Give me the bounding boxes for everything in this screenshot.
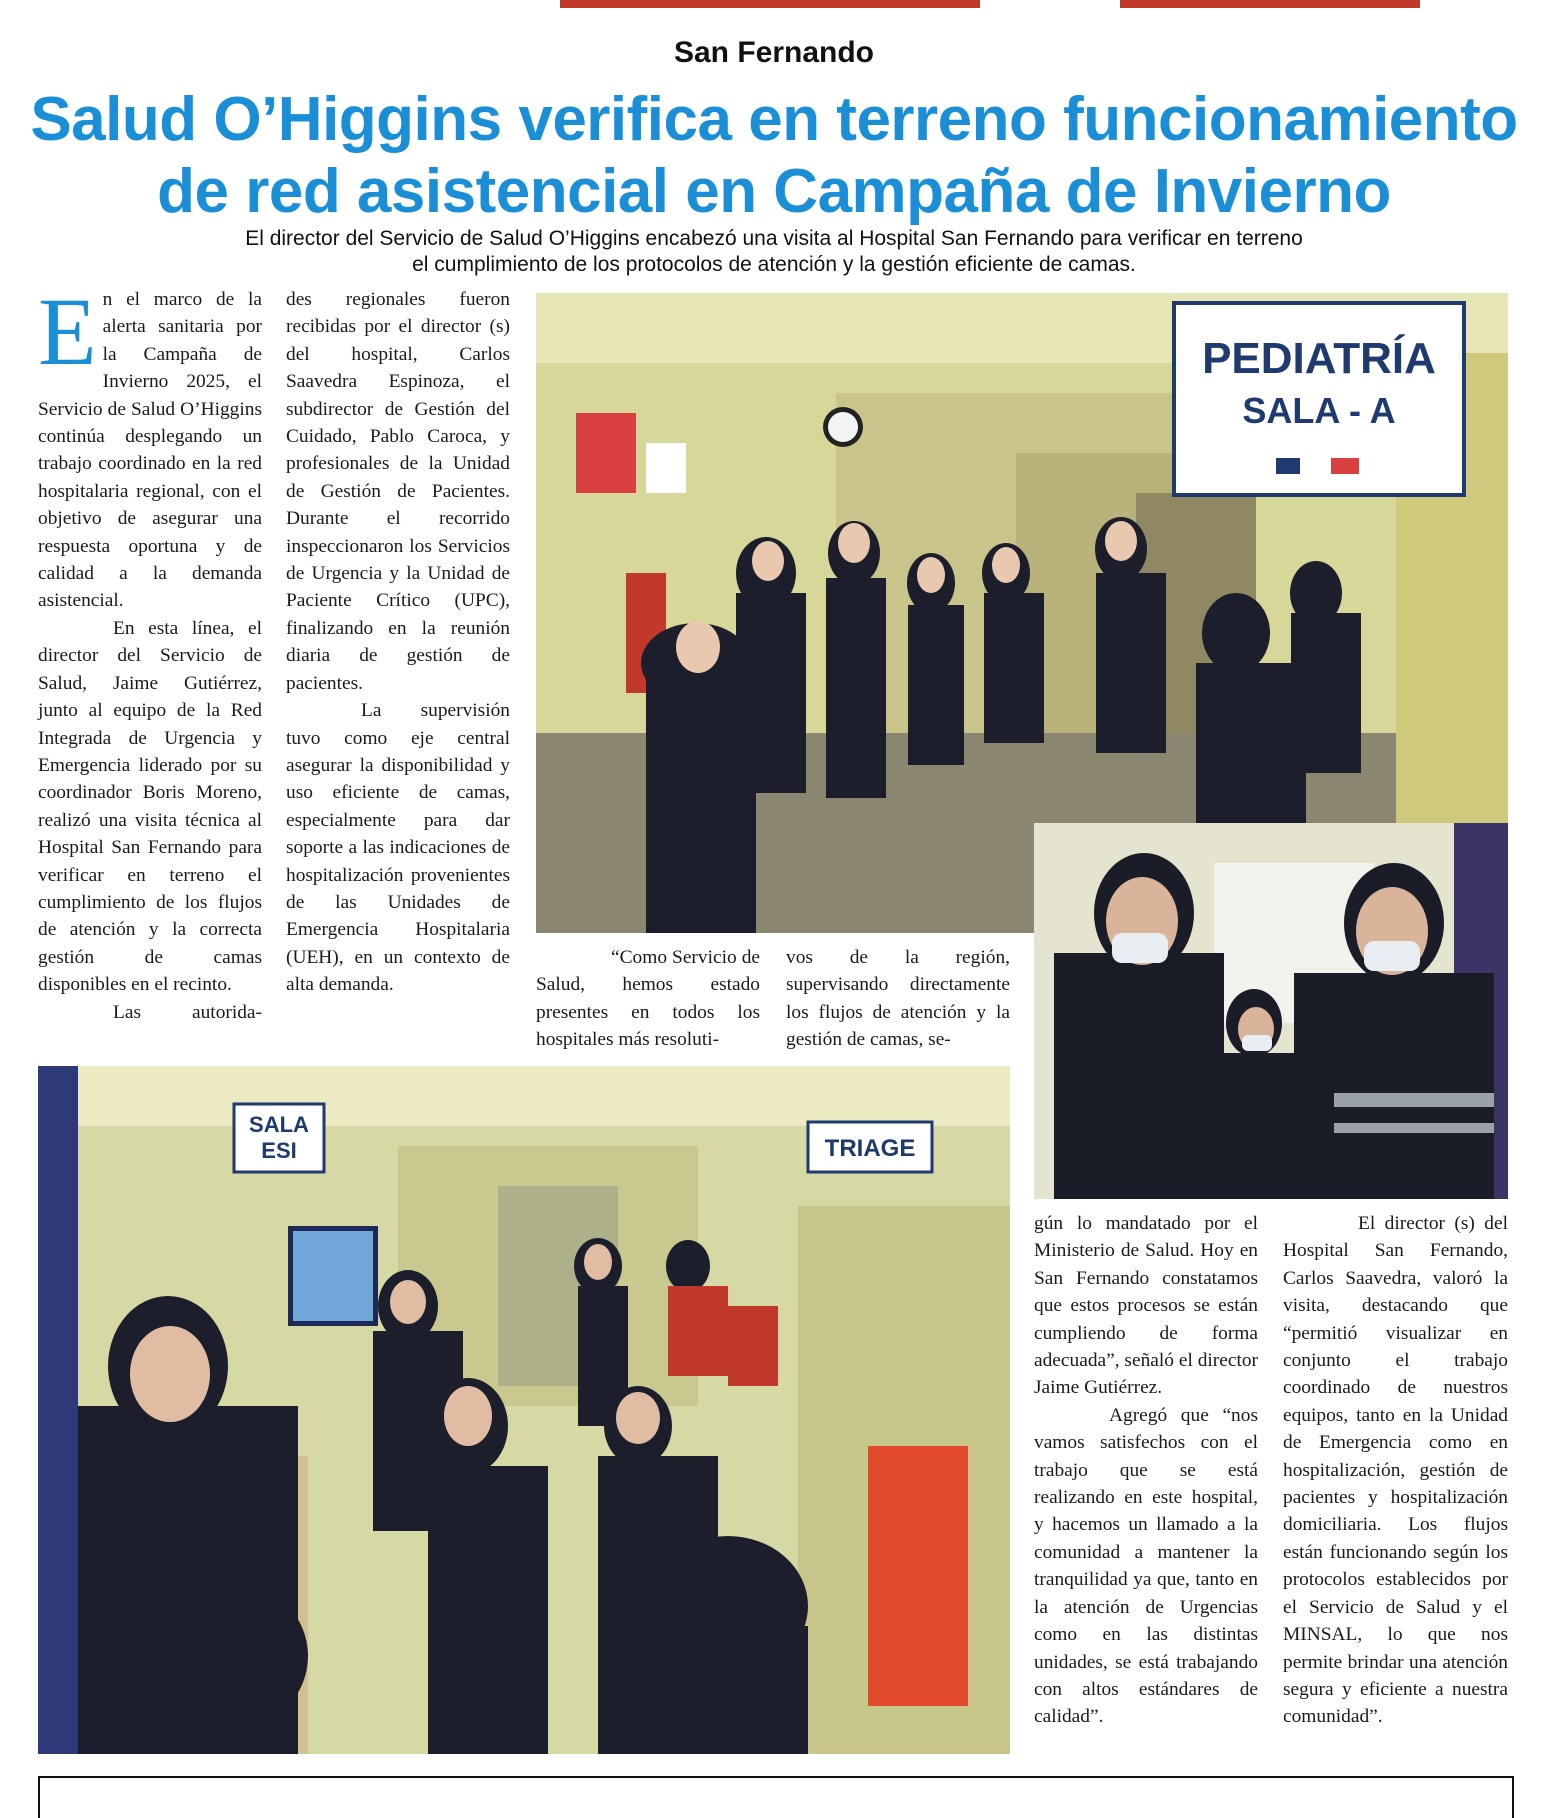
top-color-bar-left xyxy=(560,0,980,8)
paragraph: El director (s) del Hospital San Fernando, Carlos Saavedra, valoró la visita, destacando que “permitió visualizar en conjunto el trabajo coordinado de nuestros equipos, tanto en la Unidad de Emergencia como en hospitalización, gestión de pacientes y hospitalización domiciliaria. Los flujos están funcionando según los protocolos establecidos por el Servicio de Salud y el MINSAL, lo que nos permite brindar una atención segura y eficiente a nuestra comunidad”. xyxy=(1283,1213,1508,1728)
deck-line-2: el cumplimiento de los protocolos de atención y la gestión eficiente de camas. xyxy=(412,253,1136,276)
article-column-4 xyxy=(786,944,1010,1054)
section-label: San Fernando xyxy=(673,36,875,69)
paragraph: La supervisión tuvo como eje central asegurar la disponibilidad y uso eficiente de camas, especialmente para dar soporte a las indicaciones de hospitalización provenientes de las Unidades de Emergencia Hospitalaria (UEH), en un contexto de alta demanda. xyxy=(286,700,510,996)
paragraph-text: n el marco de la alerta sanitaria por la Campaña de Invierno 2025, el Servicio de Salud O’Higgins continúa desplegando un trabajo coordinado en la red hospitalaria regional, con el objetivo de asegurar una respuesta oportuna y de calidad a la demanda asistencial. xyxy=(38,289,262,612)
paragraph xyxy=(38,278,262,615)
photo-sign-sala-a: SALA - A xyxy=(1242,390,1396,431)
article-column-5 xyxy=(1034,1210,1258,1731)
paragraph: Agregó que “nos vamos satisfechos con el trabajo que se está realizando en este hospital, y hacemos un llamado a la comunidad a mantener la tranquilidad ya que, tanto en la atención de Urgencias como en las distintas unidades, se está trabajando con altos estándares de calidad”. xyxy=(1034,1404,1258,1728)
article-column-6 xyxy=(1283,1210,1508,1731)
photo-officials-closeup xyxy=(1034,823,1508,1199)
headline-line-1: Salud O’Higgins verifica en terreno funcionamiento xyxy=(30,85,1518,154)
photo-emergency-hallway xyxy=(38,1066,1010,1754)
paragraph: vos de la región, supervisando directamente los flujos de atención y la gestión de camas, se- xyxy=(786,947,1010,1051)
article-column-2 xyxy=(286,286,510,999)
paragraph: “Como Servicio de Salud, hemos estado presentes en todos los hospitales más resoluti- xyxy=(536,947,760,1051)
headline-line-2: de red asistencial en Campaña de Invierno xyxy=(157,157,1391,226)
article-column-1 xyxy=(38,278,262,1026)
photo-sign-pediatria: PEDIATRÍA xyxy=(1202,334,1436,383)
top-color-bar-right xyxy=(1120,0,1420,8)
deck xyxy=(170,226,1378,278)
paragraph: des regionales fueron recibidas por el director (s) del hospital, Carlos Saavedra Espinoza, el subdirector de Gestión del Cuidado, Pablo Caroca, y profesionales de la Unidad de Gestión de Pacientes. Durante el recorrido inspeccionaron los Servicios de Urgencia y la Unidad de Paciente Crítico (UPC), finalizando en la reunión diaria de gestión de pacientes. xyxy=(286,289,510,694)
deck-line-1: El director del Servicio de Salud O’Higgins encabezó una visita al Hospital San Fernando para verificar en terreno xyxy=(245,227,1303,250)
paragraph: gún lo mandatado por el Ministerio de Salud. Hoy en San Fernando constatamos que estos procesos se están cumpliendo de forma adecuada”, señaló el director Jaime Gutiérrez. xyxy=(1034,1213,1258,1399)
photo-sign-esi: ESI xyxy=(261,1138,297,1163)
headline xyxy=(20,84,1528,228)
drop-cap: E xyxy=(38,278,97,385)
paragraph: Las autorida- xyxy=(113,1001,262,1023)
paragraph: En esta línea, el director del Servicio de Salud, Jaime Gutiérrez, junto al equipo de la Red Integrada de Urgencia y Emergencia liderado por su coordinador Boris Moreno, realizó una visita técnica al Hospital San Fernando para verificar en terreno el cumplimiento de los flujos de atención y la correcta gestión de camas disponibles en el recinto. xyxy=(38,617,262,996)
article-column-3 xyxy=(536,944,760,1054)
photo-sign-triage: TRIAGE xyxy=(824,1135,916,1162)
photo-sign-sala: SALA xyxy=(249,1112,309,1137)
bottom-box-border xyxy=(38,1776,1514,1818)
